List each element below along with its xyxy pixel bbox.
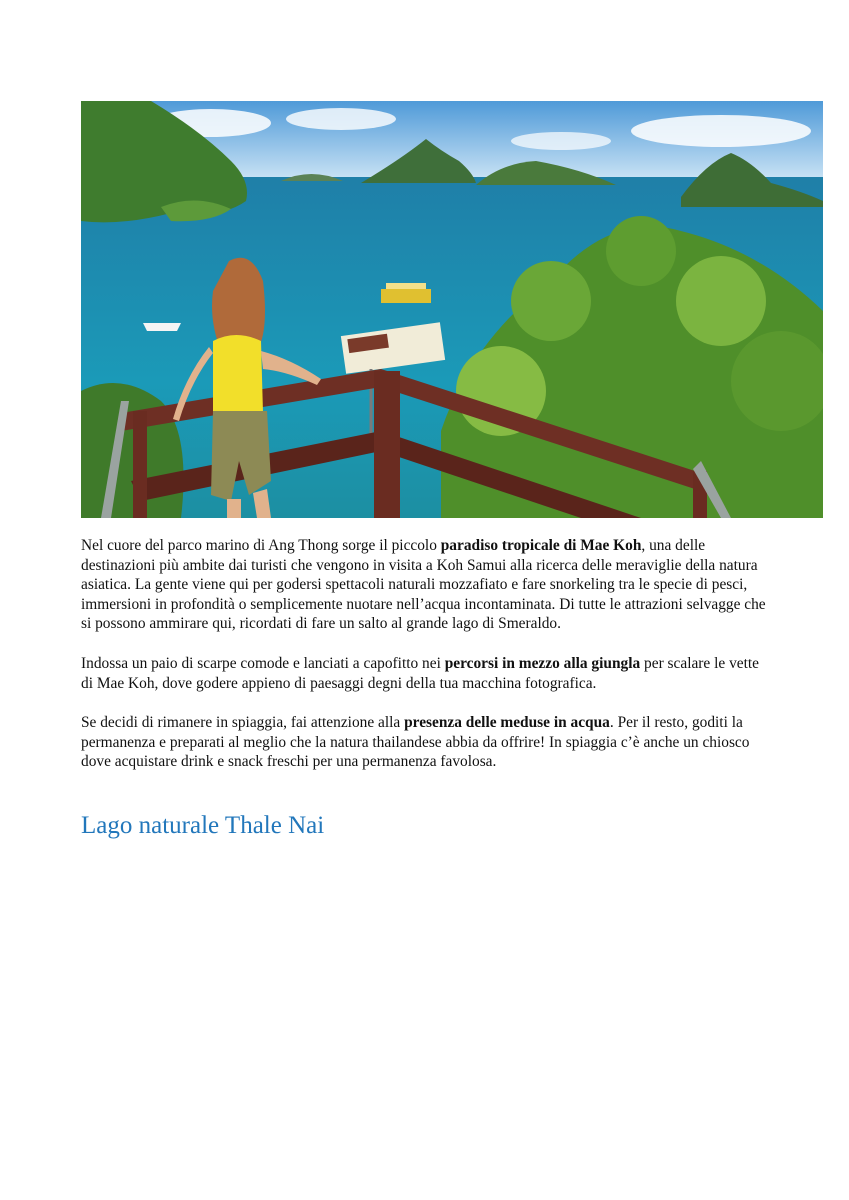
tropical-lagoon-photo <box>81 101 823 518</box>
paragraph-1-text: Nel cuore del parco marino di Ang Thong sorge il piccolo <box>81 537 441 554</box>
article-body <box>81 536 771 792</box>
paragraph-2-text: Indossa un paio di scarpe comode e lanciati a capofitto nei <box>81 654 445 672</box>
paragraph-2-highlight: percorsi in mezzo alla giungla <box>444 654 641 672</box>
section-heading: Lago naturale Thale Nai <box>81 812 325 839</box>
paragraph-3-text-end: . Per il resto, goditi la permanenza e preparati al meglio che la natura thailandese abbia da offrire! In spiaggia c’è anche un chiosco dove acquistare drink e snack freschi per una permanenza favolosa. <box>81 714 750 771</box>
paragraph-1-text-end: , una delle destinazioni più ambite dai turisti che vengono in visita a Koh Samui alla ricerca delle meraviglie della natura asiatica. La gente viene qui per godersi spettacoli naturali mozzafiato e fare snorkeling tra le specie di pesci, immersioni in profondità o semplicemente nuotare nell’acqua incontaminata. Di tutte le attrazioni selvagge che si possono ammirare qui, ricordati di fare un salto al grande lago di Smeraldo. <box>81 537 766 633</box>
paragraph-2 <box>81 654 771 693</box>
paragraph-2-text-end: per scalare le vette di Mae Koh, dove godere appieno di paesaggi degni della tua macchina fotografica. <box>81 654 759 692</box>
paragraph-1-highlight: paradiso tropicale di Mae Koh <box>440 537 642 554</box>
paragraph-3 <box>81 713 771 772</box>
paragraph-3-highlight: presenza delle meduse in acqua <box>404 714 610 732</box>
paragraph-1 <box>81 536 771 634</box>
tropical-lagoon-viewpoint-photo-icon <box>81 101 823 518</box>
paragraph-3-text: Se decidi di rimanere in spiaggia, fai attenzione alla <box>81 714 405 732</box>
